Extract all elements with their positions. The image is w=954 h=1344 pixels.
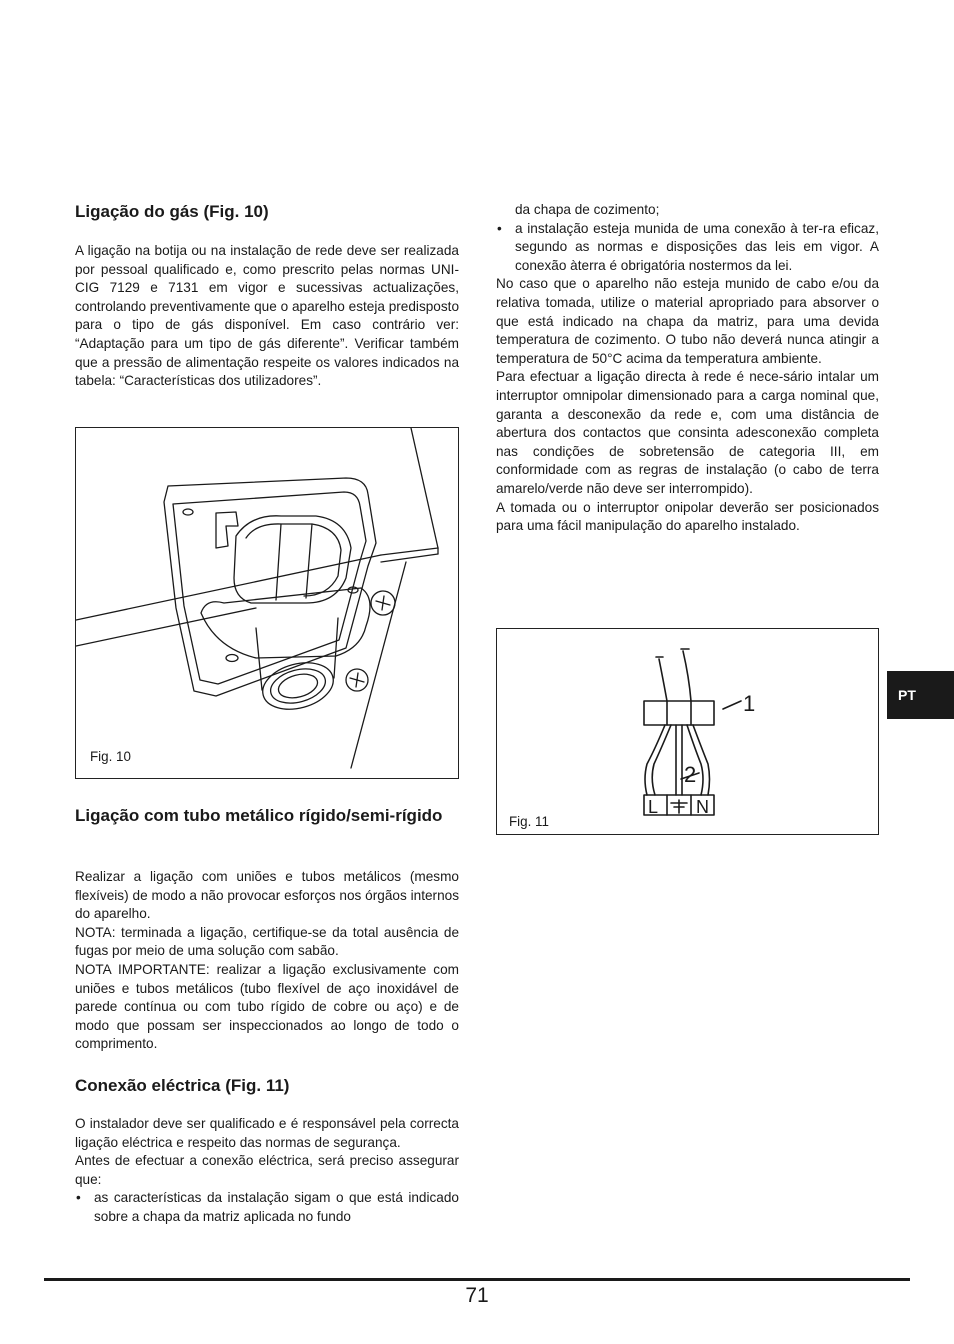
language-tab: PT [887,671,954,719]
tube-paragraph-note: NOTA: terminada a ligação, certifique-se da total ausência de fugas por meio de uma solução com sabão. [75,924,459,959]
heading-electrical-connection: Conexão eléctrica (Fig. 11) [75,1076,290,1095]
right-paragraph-3: A tomada ou o interruptor onipolar deverão ser posicionados para uma fácil manipulação do aparelho instalado. [496,499,879,534]
page-number: 71 [465,1284,489,1307]
electrical-text [75,1115,459,1227]
heading-rigid-tube: Ligação com tubo metálico rígido/semi-rígido [75,806,443,825]
tube-paragraph-1: Realizar a ligação com uniões e tubos metálicos (mesmo flexíveis) de modo a não provocar esforços nos órgãos internos do aparelho. [75,869,459,922]
list-item: • as características da instalação sigam o que está indicado sobre a chapa da matriz aplicada no fundo [75,1189,459,1226]
terminal-l: L [648,797,659,817]
terminal-n: N [696,797,709,817]
heading-gas-connection: Ligação do gás (Fig. 10) [75,202,269,221]
gas-connection-text [75,242,459,391]
right-paragraph-1: No caso que o aparelho não esteja munido de cabo e/ou da relativa tomada, utilize o material apropriado para absorver o que está indicado na chapa da matriz, para uma devida temperatura de cozimento. O tubo não deverá nunca atingir a temperatura de 50°C acima da temperatura ambiente. [496,276,879,366]
wiring-diagram [497,629,878,834]
list-item-continued: da chapa de cozimento; [515,202,660,217]
figure-11 [496,628,879,835]
electric-checklist [75,1189,459,1226]
right-column-text [496,201,879,536]
list-item: • a instalação esteja munida de uma conexão à ter-ra eficaz, segundo as normas e disposições das leis em vigor. A conexão àterra é obrigatória nostermos da lei. [496,220,879,276]
label-1: 1 [743,691,756,716]
right-paragraph-2: Para efectuar a ligação directa à rede é nece-sário intalar um interruptor omnipolar dimensionado para a carga nominal que, garanta a desconexão da rede e, com uma distância de abertura dos contactos que consinta adesconexão completa nas condições de sobretensão de categoria III, em conformidade com as regras de instalação (o cabo de terra amarelo/verde não deve ser interrompido). [496,369,879,496]
figure-10 [75,427,459,779]
fig10-caption: Fig. 10 [90,749,131,764]
gas-fitting-illustration [76,428,458,778]
electric-paragraph-1: O instalador deve ser qualificado e é responsável pela correcta ligação eléctrica e respeito das normas de segurança. [75,1116,459,1150]
tube-paragraph-important: NOTA IMPORTANTE: realizar a ligação exclusivamente com uniões e tubos metálicos (tubo flexível de aço inoxidável de parede contínua ou com tubo rígido de cobre ou aço) e de modo que possam ser inspeccionados ao longo de todo o comprimento. [75,961,459,1052]
footer-rule [44,1278,910,1281]
fig11-caption: Fig. 11 [509,814,549,829]
electric-checklist-continued [496,201,879,275]
electric-paragraph-2: Antes de efectuar a conexão eléctrica, será preciso assegurar que: [75,1153,459,1187]
gas-paragraph: A ligação na botija ou na instalação de rede deve ser realizada por pessoal qualificado e, como prescrito pelas normas UNI-CIG 7129 e 7131 em vigor e sucessivas actualizações, controlando preventivamente que o aparelho esteja predisposto para o tipo de gás disponível. Em caso contrário ver: “Adaptação para um tipo de gás diferente”. Verificar também que a pressão de alimentação respeite os valores indicados na tabela: “Características dos utilizadores”. [75,243,459,389]
label-2: 2 [684,762,697,787]
rigid-tube-text [75,868,459,1054]
